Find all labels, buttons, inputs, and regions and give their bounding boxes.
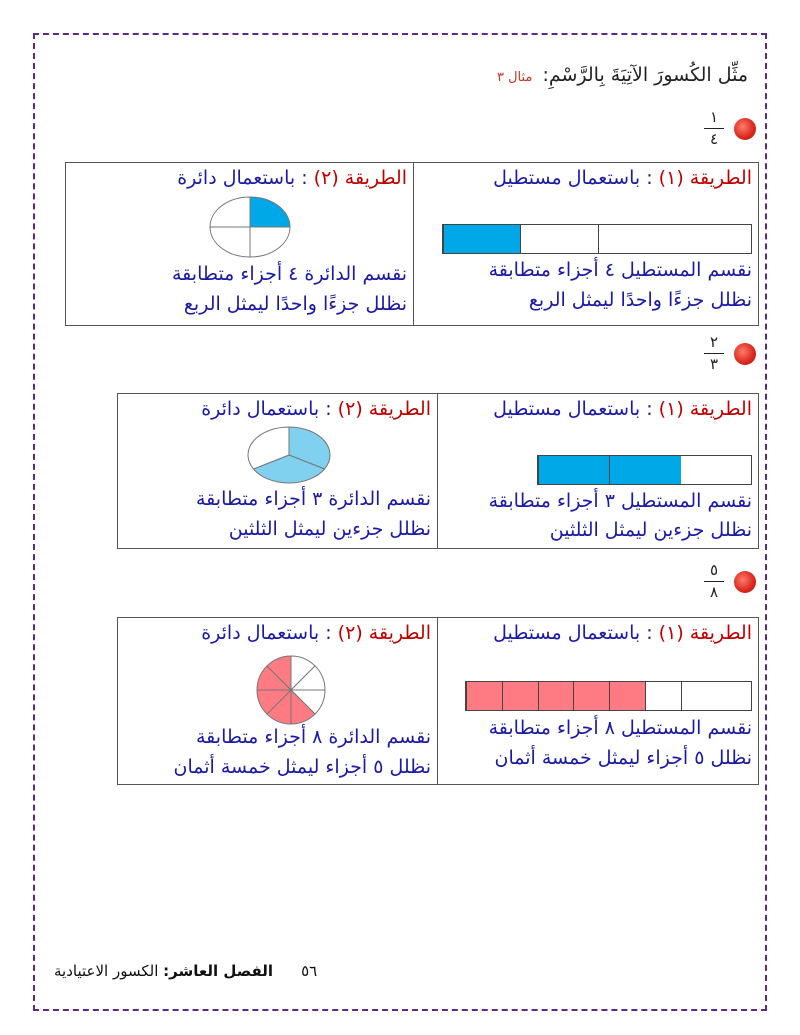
circle-model	[246, 425, 332, 485]
circle-sector	[210, 227, 250, 257]
method-2-line-2: نظلل ٥ أجزاء ليمثل خمسة أثمان	[173, 756, 431, 778]
rectangle-part	[538, 682, 574, 710]
method-1-cell	[436, 394, 758, 548]
rectangle-part	[609, 456, 680, 484]
circle-model	[255, 654, 327, 726]
method-1-line-1: نقسم المستطيل ٨ أجزاء متطابقة	[488, 717, 752, 739]
chapter-label: الفصل العاشر:	[163, 962, 274, 980]
fraction	[704, 335, 724, 372]
circle-sector	[250, 197, 290, 227]
problem-2-box	[117, 393, 759, 549]
problem-3-box	[117, 617, 759, 785]
rectangle-model	[465, 681, 752, 711]
numerator: ٢	[709, 333, 719, 351]
rectangle-part	[443, 225, 520, 253]
method-2-cell	[118, 618, 438, 784]
problem-1-box	[65, 162, 759, 326]
method-2-line-2: نظلل جزءين ليمثل الثلثين	[228, 518, 431, 540]
rectangle-part	[466, 682, 502, 710]
method-1-cell	[412, 163, 758, 325]
numerator: ١	[709, 108, 719, 126]
bullet-icon	[734, 571, 756, 593]
method-2-title: الطريقة (٢) : باستعمال دائرة	[201, 622, 431, 644]
problem-1-label	[704, 110, 756, 147]
method-1-line-2: نظلل ٥ أجزاء ليمثل خمسة أثمان	[494, 747, 752, 769]
method-1-line-2: نظلل جزءين ليمثل الثلثين	[549, 519, 752, 541]
rectangle-model	[537, 455, 752, 485]
chapter-topic: الكسور الاعتيادية	[54, 962, 159, 980]
example-label: مثال ٣	[496, 70, 533, 85]
page-footer	[54, 962, 317, 980]
rectangle-part	[573, 682, 609, 710]
method-2-cell	[118, 394, 438, 548]
bullet-icon	[734, 343, 756, 365]
rectangle-model	[442, 224, 752, 254]
bullet-icon	[734, 118, 756, 140]
denominator: ٨	[709, 583, 719, 601]
rectangle-part	[681, 456, 751, 484]
problem-2-label	[704, 335, 756, 372]
method-1-line-1: نقسم المستطيل ٣ أجزاء متطابقة	[488, 490, 752, 512]
rectangle-part	[538, 456, 609, 484]
method-1-cell	[436, 618, 758, 784]
method-2-line-1: نقسم الدائرة ٣ أجزاء متطابقة	[195, 488, 431, 510]
instruction-title: مثِّل الكُسورَ الآتِيَةَ بِالرَّسْمِ:	[542, 64, 748, 86]
rectangle-part	[502, 682, 538, 710]
rectangle-part	[675, 225, 751, 253]
method-2-cell	[66, 163, 414, 325]
denominator: ٤	[709, 130, 719, 148]
method-1-line-2: نظلل جزءًا واحدًا ليمثل الربع	[528, 289, 752, 311]
problem-3-label	[704, 563, 756, 600]
rectangle-part	[520, 225, 597, 253]
rectangle-part	[681, 682, 717, 710]
method-1-title: الطريقة (١) : باستعمال مستطيل	[493, 398, 752, 420]
page-number: ٥٦	[301, 962, 318, 980]
method-2-title: الطريقة (٢) : باستعمال دائرة	[177, 167, 407, 189]
circle-sector	[210, 197, 250, 227]
method-2-line-2: نظلل جزءًا واحدًا ليمثل الربع	[183, 293, 407, 315]
method-1-title: الطريقة (١) : باستعمال مستطيل	[493, 622, 752, 644]
rectangle-part	[716, 682, 751, 710]
circle-sector	[250, 227, 290, 257]
rectangle-part	[645, 682, 681, 710]
fraction	[704, 110, 724, 147]
fraction	[704, 563, 724, 600]
denominator: ٣	[709, 355, 719, 373]
method-1-title: الطريقة (١) : باستعمال مستطيل	[493, 167, 752, 189]
method-2-line-1: نقسم الدائرة ٤ أجزاء متطابقة	[171, 263, 407, 285]
rectangle-part	[609, 682, 645, 710]
circle-model	[208, 195, 292, 259]
method-1-line-1: نقسم المستطيل ٤ أجزاء متطابقة	[488, 259, 752, 281]
rectangle-part	[598, 225, 675, 253]
numerator: ٥	[709, 561, 719, 579]
method-2-title: الطريقة (٢) : باستعمال دائرة	[201, 398, 431, 420]
method-2-line-1: نقسم الدائرة ٨ أجزاء متطابقة	[195, 726, 431, 748]
page-header	[497, 64, 748, 86]
